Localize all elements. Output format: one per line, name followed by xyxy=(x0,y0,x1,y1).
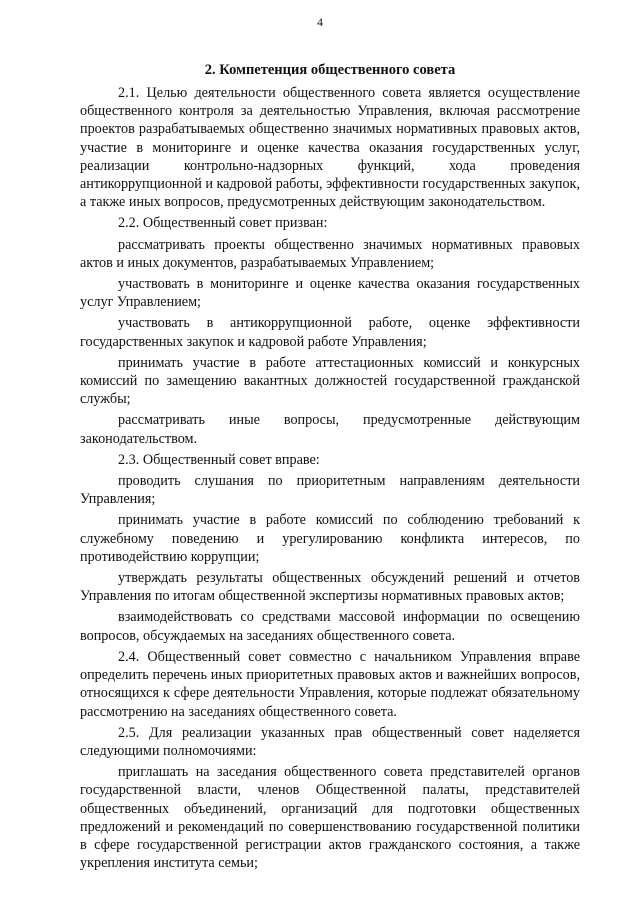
document-body xyxy=(80,84,580,872)
page-number: 4 xyxy=(317,15,323,29)
list-item: взаимодействовать со средствами массовой информации по освещению вопросов, обсуждаемых на заседаниях общественного совета. xyxy=(80,609,580,644)
list-item: рассматривать иные вопросы, предусмотренные действующим законодательством. xyxy=(80,412,580,447)
list-item: принимать участие в работе комиссий по соблюдению требований к служебному поведению и урегулированию конфликта интересов, по противодействию коррупции; xyxy=(80,512,580,565)
paragraph-2-3: 2.3. Общественный совет вправе: xyxy=(118,451,320,468)
list-item: участвовать в мониторинге и оценке качества оказания государственных услуг Управлением; xyxy=(80,276,580,311)
list-item: проводить слушания по приоритетным направлениям деятельности Управления; xyxy=(80,473,580,508)
paragraph-2-4: 2.4. Общественный совет совместно с начальником Управления вправе определить перечень иных приоритетных правовых актов и важнейших вопросов, относящихся к сфере деятельности Управления, которые подлежат обязательному рассмотрению на заседаниях общественного совета. xyxy=(80,648,580,720)
paragraph-2-1: 2.1. Целью деятельности общественного совета является осуществление общественного контроля за деятельностью Управления, включая рассмотрение проектов разрабатываемых общественно значимых нормативных правовых актов, участие в мониторинге и оценке качества оказания государственных услуг, реализации контрольно-надзорных функций, хода проведения антикоррупционной и кадровой работы, эффективности государственных закупок, а также иных вопросов, предусмотренных действующим законодательством. xyxy=(80,85,580,211)
paragraph-2-2: 2.2. Общественный совет призван: xyxy=(118,215,328,232)
list-item: принимать участие в работе аттестационных комиссий и конкурсных комиссий по замещению вакантных должностей государственной гражданской службы; xyxy=(80,354,580,408)
list-item: приглашать на заседания общественного совета представителей органов государственной власти, членов Общественной палаты, представителей общественных объединений, организаций для подготовки общественных предложений и рекомендаций по совершенствованию государственной политики в сфере государственной регистрации актов гражданского состояния, а также укрепления института семьи; xyxy=(80,764,580,872)
paragraph-2-5: 2.5. Для реализации указанных прав общественный совет наделяется следующими полномочиями: xyxy=(80,724,580,759)
section-heading: 2. Компетенция общественного совета xyxy=(204,62,456,78)
list-item: участвовать в антикоррупционной работе, оценке эффективности государственных закупок и кадровой работе Управления; xyxy=(80,315,580,350)
list-item: утверждать результаты общественных обсуждений решений и отчетов Управления по итогам общественной экспертизы нормативных правовых актов; xyxy=(80,570,580,605)
list-item: рассматривать проекты общественно значимых нормативных правовых актов и иных документов, разрабатываемых Управлением; xyxy=(80,236,580,271)
